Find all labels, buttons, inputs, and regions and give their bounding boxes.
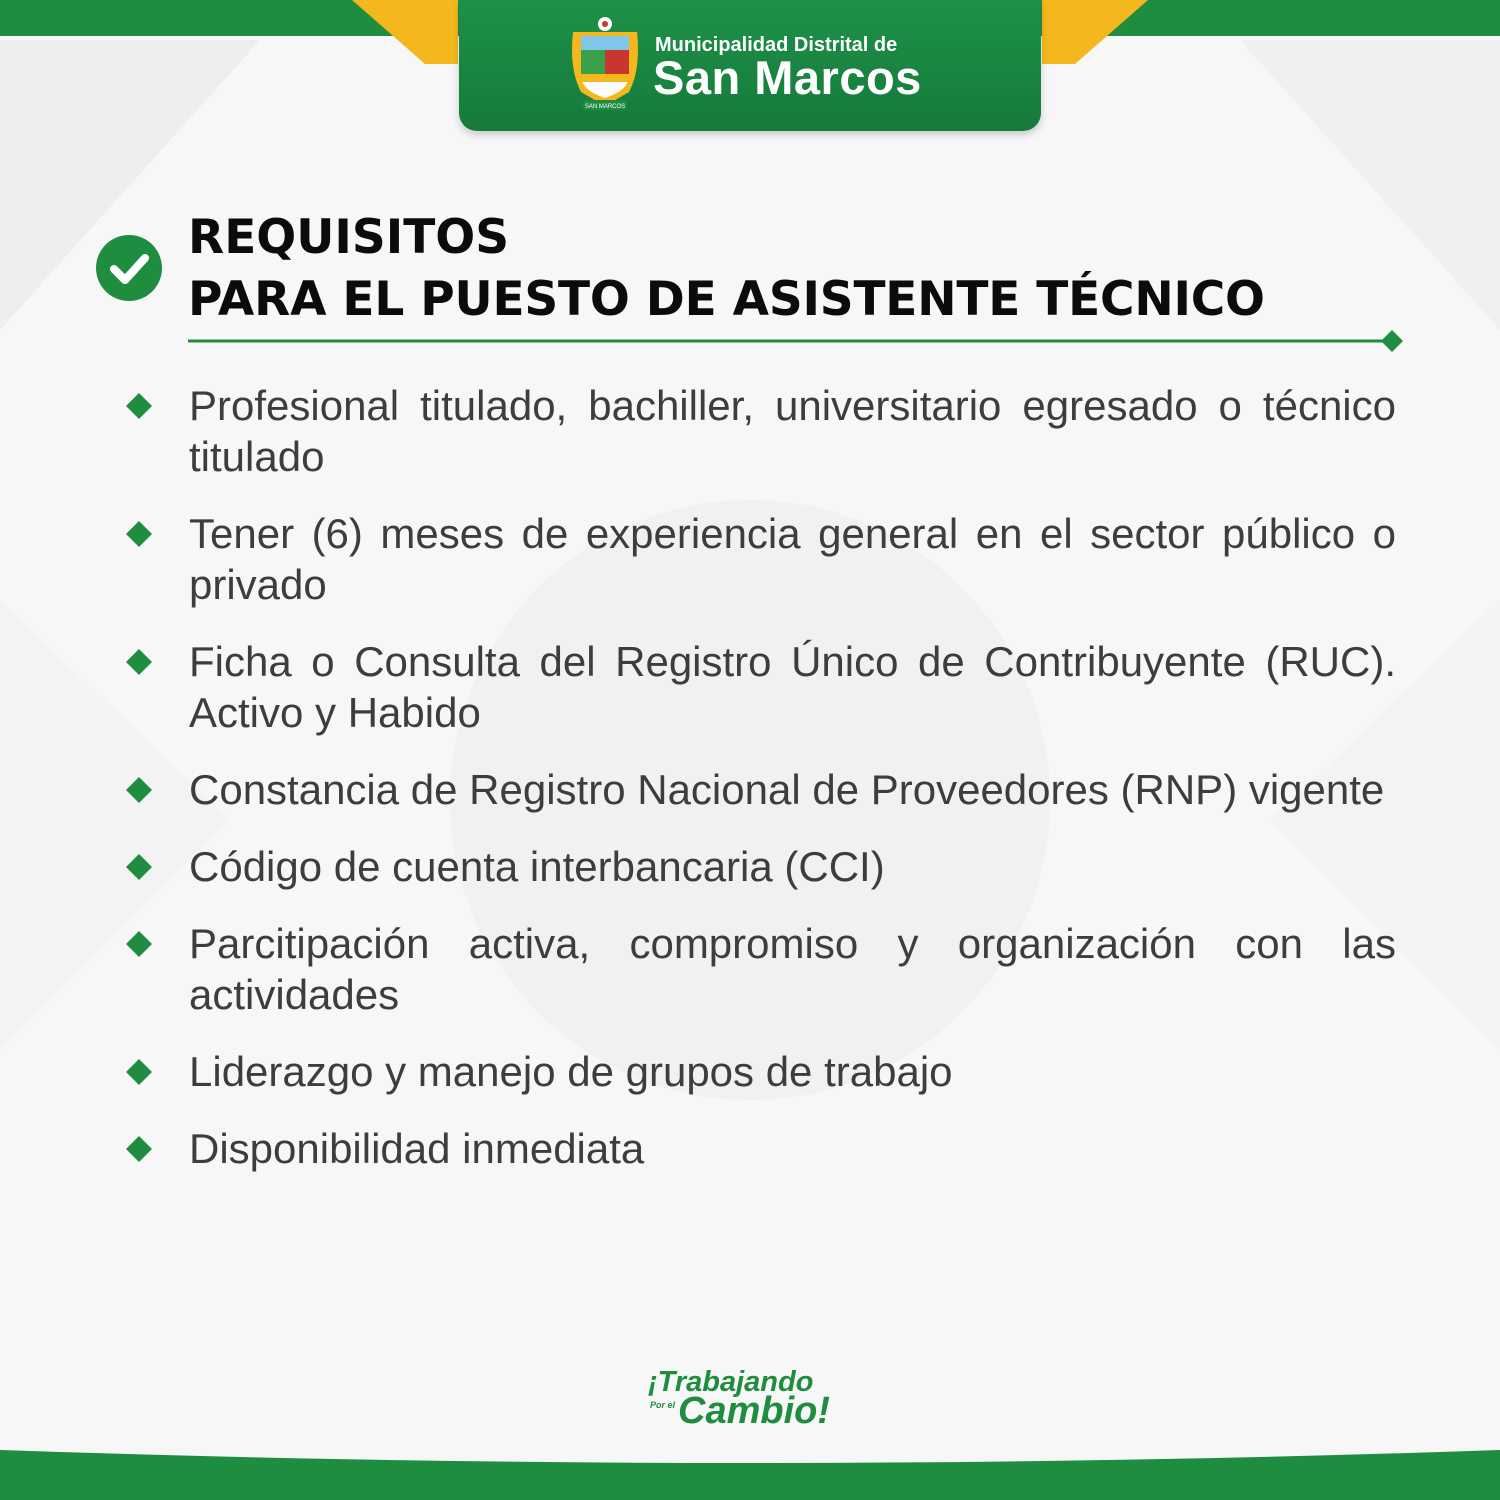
municipal-seal-icon — [565, 14, 645, 114]
requirement-item — [125, 841, 1397, 892]
requirement-item — [125, 1123, 1397, 1174]
requirement-text: Disponibilidad inmediata — [189, 1125, 645, 1172]
header-line1: Municipalidad Distrital de — [655, 34, 898, 56]
diamond-bullet-icon — [125, 1135, 153, 1163]
requirements-list — [125, 380, 1397, 1200]
requirement-text: Código de cuenta interbancaria (CCI) — [189, 843, 885, 890]
requirement-item — [125, 918, 1397, 1020]
diamond-bullet-icon — [125, 776, 153, 804]
diamond-bullet-icon — [125, 520, 153, 548]
title-underline — [188, 328, 1408, 354]
requirement-text: Tener (6) meses de experiencia general en el sector público o privado — [189, 510, 1396, 608]
diamond-bullet-icon — [125, 648, 153, 676]
diamond-bullet-icon — [125, 1058, 153, 1086]
slogan-line1: ¡Trabajando — [648, 1366, 814, 1398]
slogan-line2: Cambio! — [678, 1390, 830, 1432]
requirement-item — [125, 380, 1397, 482]
requirement-text: Parcitipación activa, compromiso y organización con las actividades — [189, 920, 1396, 1018]
requirement-text: Constancia de Registro Nacional de Proveedores (RNP) vigente — [189, 766, 1385, 813]
title-line2: PARA EL PUESTO DE ASISTENTE TÉCNICO — [188, 272, 1265, 327]
slogan-small: Por el — [650, 1400, 676, 1410]
title-line1: REQUISITOS — [188, 210, 510, 265]
requirement-text: Ficha o Consulta del Registro Único de Contribuyente (RUC). Activo y Habido — [189, 638, 1396, 736]
requirement-text: Profesional titulado, bachiller, universitario egresado o técnico titulado — [189, 382, 1396, 480]
header-line2: San Marcos — [653, 51, 922, 104]
requirement-item — [125, 636, 1397, 738]
diamond-bullet-icon — [125, 930, 153, 958]
check-circle-icon — [95, 234, 163, 302]
requirement-text: Liderazgo y manejo de grupos de trabajo — [189, 1048, 953, 1095]
diamond-bullet-icon — [125, 853, 153, 881]
requirement-item — [125, 508, 1397, 610]
requirement-item — [125, 764, 1397, 815]
requirement-item — [125, 1046, 1397, 1097]
diamond-bullet-icon — [125, 392, 153, 420]
bottom-green-wave — [0, 1440, 1500, 1500]
seal-text: SAN MARCOS — [584, 104, 626, 110]
